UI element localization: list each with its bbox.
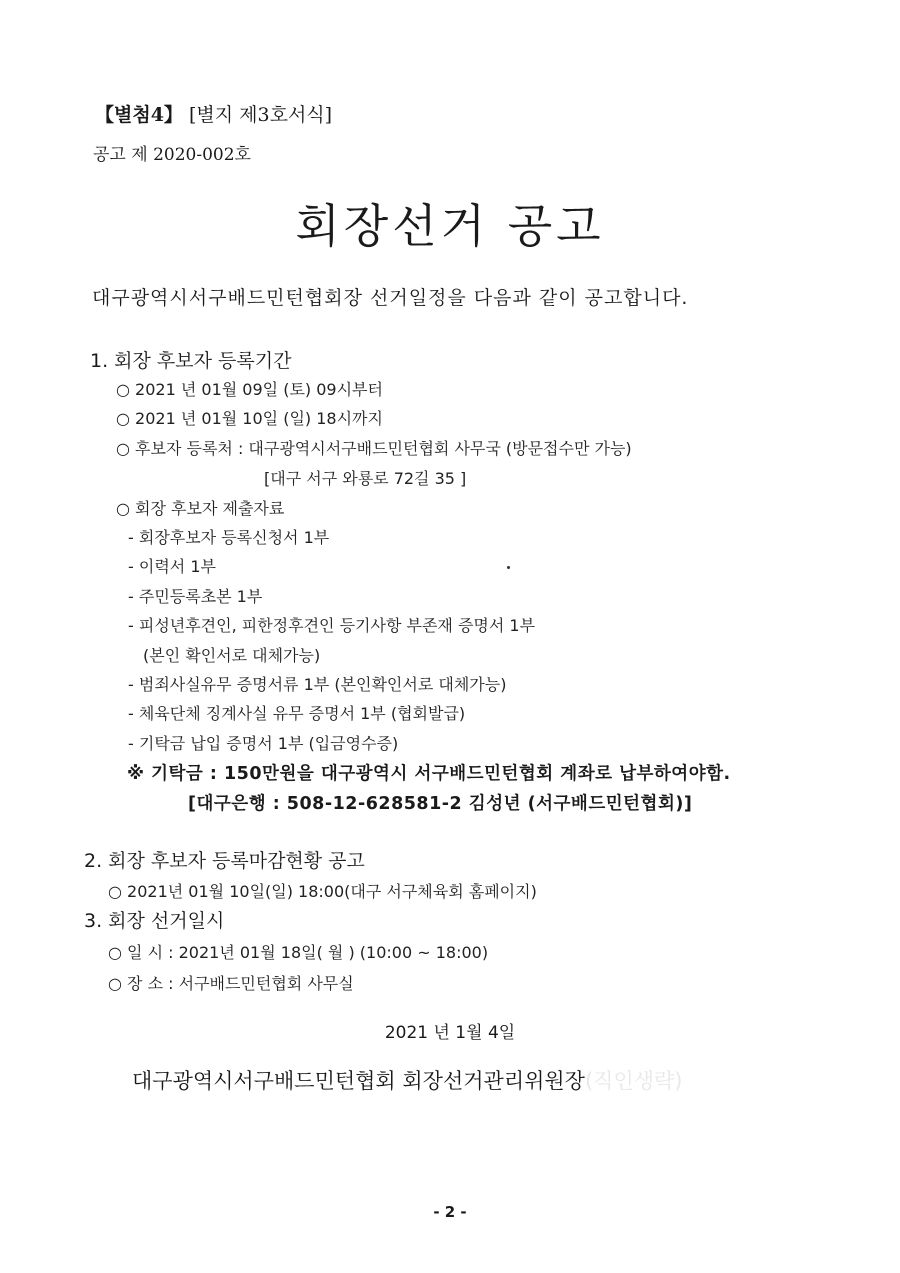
doc-item-note: (본인 확인서로 대체가능) (143, 646, 321, 665)
election-datetime: ○ 일 시 : 2021년 01월 18일( 월 ) (10:00 ~ 18:00) (108, 943, 489, 962)
page-number: - 2 - (433, 1203, 467, 1221)
notice-number: 공고 제 2020-002호 (93, 145, 251, 165)
doc-item: - 주민등록초본 1부 (128, 587, 263, 606)
doc-item: - 범죄사실유무 증명서류 1부 (본인확인서로 대체가능) (128, 675, 507, 694)
section3-heading: 3. 회장 선거일시 (84, 910, 225, 932)
doc-item: - 체육단체 징계사실 유무 증명서 1부 (협회발급) (128, 704, 466, 723)
deadline-notice: ○ 2021년 01월 10일(일) 18:00(대구 서구체육회 홈페이지) (108, 882, 537, 901)
period-start: ○ 2021 년 01월 09일 (토) 09시부터 (116, 380, 383, 399)
registry-address: [대구 서구 와룡로 72길 35 ] (264, 469, 467, 488)
bank-info: [대구은행 : 508-12-628581-2 김성년 (서구배드민턴협회)] (188, 794, 693, 814)
doc-item: - 회장후보자 등록신청서 1부 (128, 528, 330, 547)
notice-date: 2021 년 1월 4일 (384, 1023, 516, 1043)
section2-heading: 2. 회장 후보자 등록마감현황 공고 (84, 850, 365, 872)
docs-heading: ○ 회장 후보자 제출자료 (116, 499, 285, 518)
period-end: ○ 2021 년 01월 10일 (일) 18시까지 (116, 409, 383, 428)
attachment-label: 【별첨4】 (95, 104, 183, 126)
scan-speck (507, 566, 510, 569)
stamp-omitted-note: (직인생략) (584, 1069, 683, 1093)
doc-item: - 이력서 1부 (128, 557, 216, 576)
registry-location: ○ 후보자 등록처 : 대구광역시서구배드민턴협회 사무국 (방문접수만 가능) (116, 439, 632, 458)
signature-line (132, 1065, 683, 1095)
page-title: 회장선거 공고 (295, 199, 605, 253)
election-place: ○ 장 소 : 서구배드민턴협회 사무실 (108, 974, 354, 993)
doc-item: - 피성년후견인, 피한정후견인 등기사항 부존재 증명서 1부 (128, 616, 536, 635)
attachment-header (95, 100, 332, 127)
form-reference: [별지 제3호서식] (188, 104, 333, 126)
deposit-note: ※ 기탁금 : 150만원을 대구광역시 서구배드민턴협회 계좌로 납부하여야함. (127, 764, 731, 784)
doc-item: - 기탁금 납입 증명서 1부 (입금영수증) (128, 734, 399, 753)
section1-heading: 1. 회장 후보자 등록기간 (90, 350, 292, 372)
intro-text: 대구광역시서구배드민턴협회장 선거일정을 다음과 같이 공고합니다. (92, 287, 689, 309)
signature-org: 대구광역시서구배드민턴협회 회장선거관리위원장 (132, 1069, 585, 1093)
